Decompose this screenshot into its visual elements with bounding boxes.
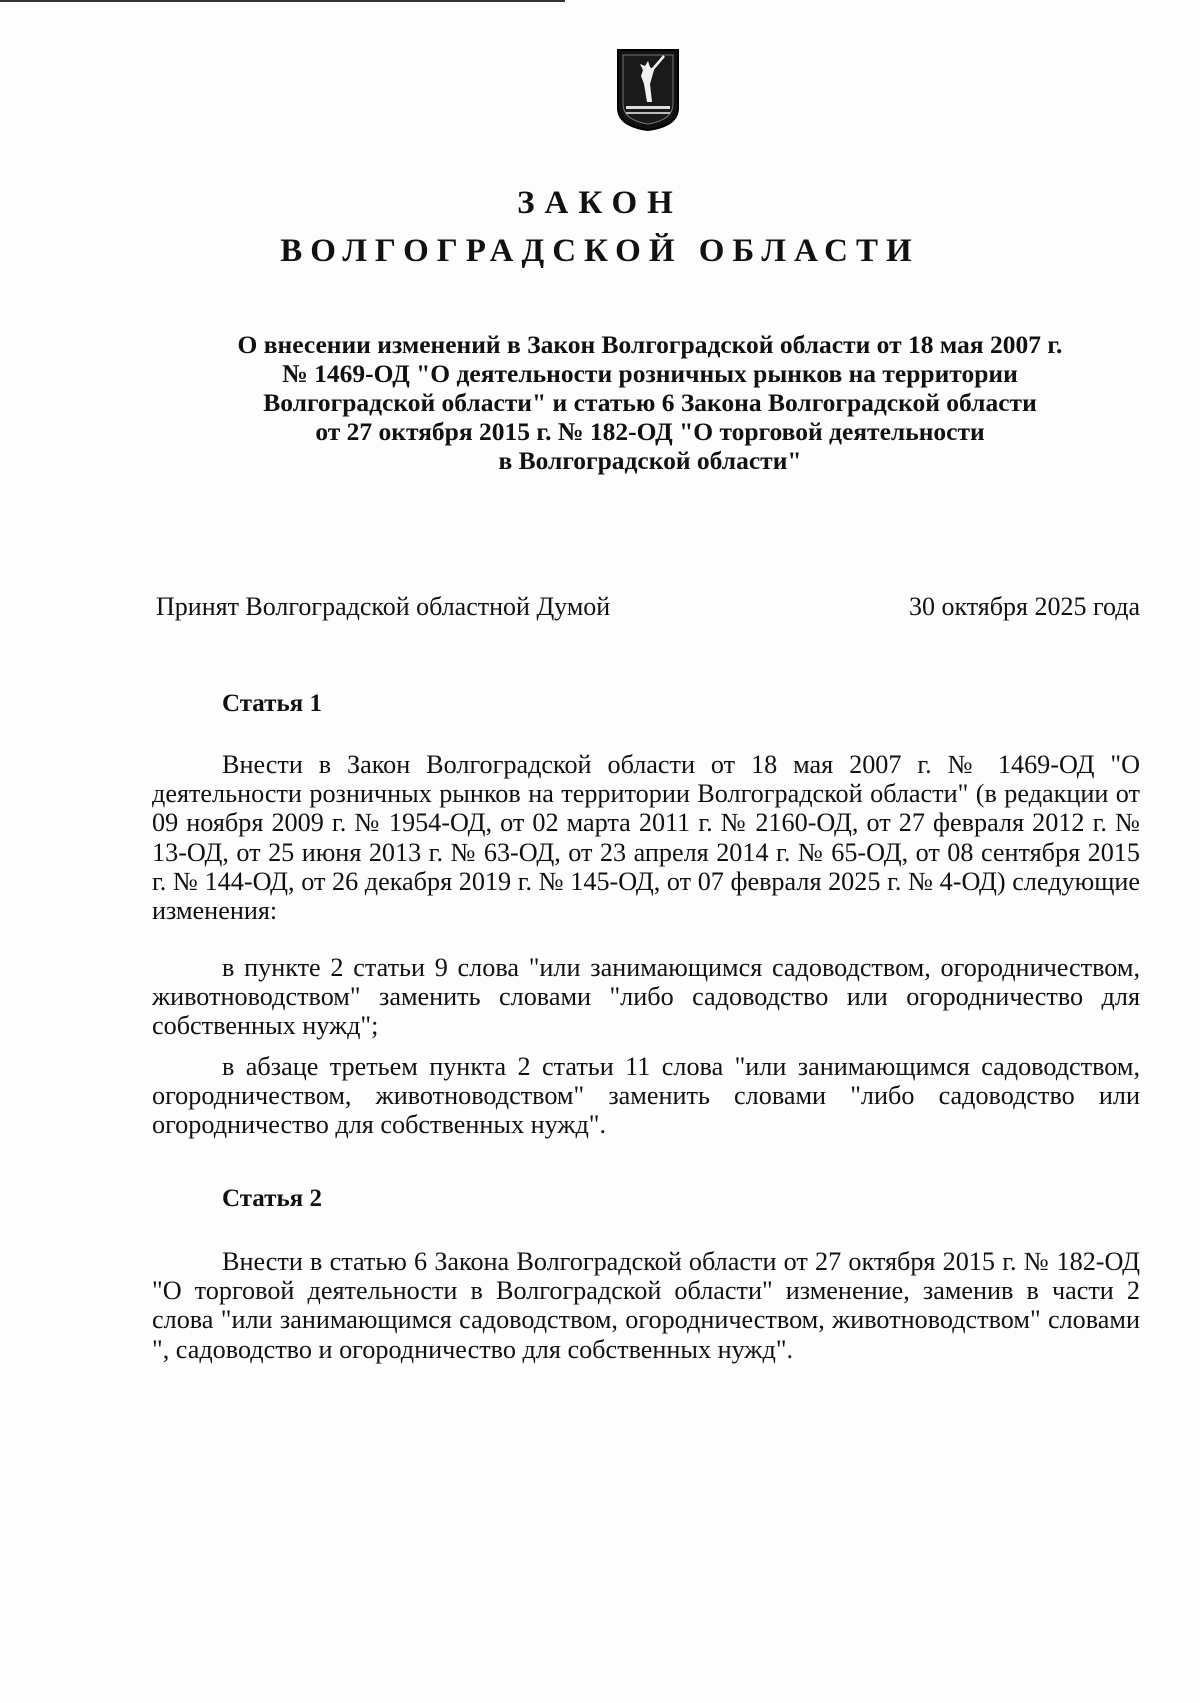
- law-name: О внесении изменений в Закон Волгоградской области от 18 мая 2007 г. № 1469-ОД "О деятельности розничных рынков на территории Волгоградской области" и статью 6 Закона Волгоградской области от 27 октября 2015 г. № 182-ОД "О торговой деятельности в Волгоградской области": [237, 330, 1063, 475]
- article-1-paragraph-2: в пункте 2 статьи 9 слова "или занимающимся садоводством, огородничеством, животноводством" заменить словами "либо садоводство или огородничество для собственных нужд";: [152, 953, 1140, 1041]
- article-1-paragraph-3: в абзаце третьем пункта 2 статьи 11 слова "или занимающимся садоводством, огородничеством, животноводством" заменить словами "либо садоводство или огородничество для собственных нужд".: [152, 1052, 1140, 1140]
- document-subtitle: ВОЛГОГРАДСКОЙ ОБЛАСТИ: [280, 233, 920, 269]
- coat-of-arms-icon: [614, 46, 682, 132]
- article-2-heading: Статья 2: [222, 1185, 322, 1212]
- article-1-heading: Статья 1: [222, 690, 322, 717]
- adopted-by: Принят Волгоградской областной Думой: [156, 592, 611, 621]
- article-2-paragraph-1: Внести в статью 6 Закона Волгоградской области от 27 октября 2015 г. № 182-ОД "О торговой деятельности в Волгоградской области" изменение, заменив в части 2 слова "или занимающимся садоводством, огородничеством, животноводством" словами ", садоводство и огородничество для собственных нужд".: [152, 1247, 1140, 1364]
- article-1-paragraph-1: Внести в Закон Волгоградской области от 18 мая 2007 г. № 1469-ОД "О деятельности розничных рынков на территории Волгоградской области" (в редакции от 09 ноября 2009 г. № 1954-ОД, от 02 марта 2011 г. № 2160-ОД, от 27 февраля 2012 г. № 13-ОД, от 25 июня 2013 г. № 63-ОД, от 23 апреля 2014 г. № 65-ОД, от 08 сентября 2015 г. № 144-ОД, от 26 декабря 2019 г. № 145-ОД, от 07 февраля 2025 г. № 4-ОД) следующие изменения:: [152, 750, 1140, 926]
- top-rule: [0, 0, 565, 2]
- adoption-date: 30 октября 2025 года: [909, 592, 1140, 621]
- adoption-line: [156, 592, 1140, 622]
- document-title: ЗАКОН: [517, 185, 683, 221]
